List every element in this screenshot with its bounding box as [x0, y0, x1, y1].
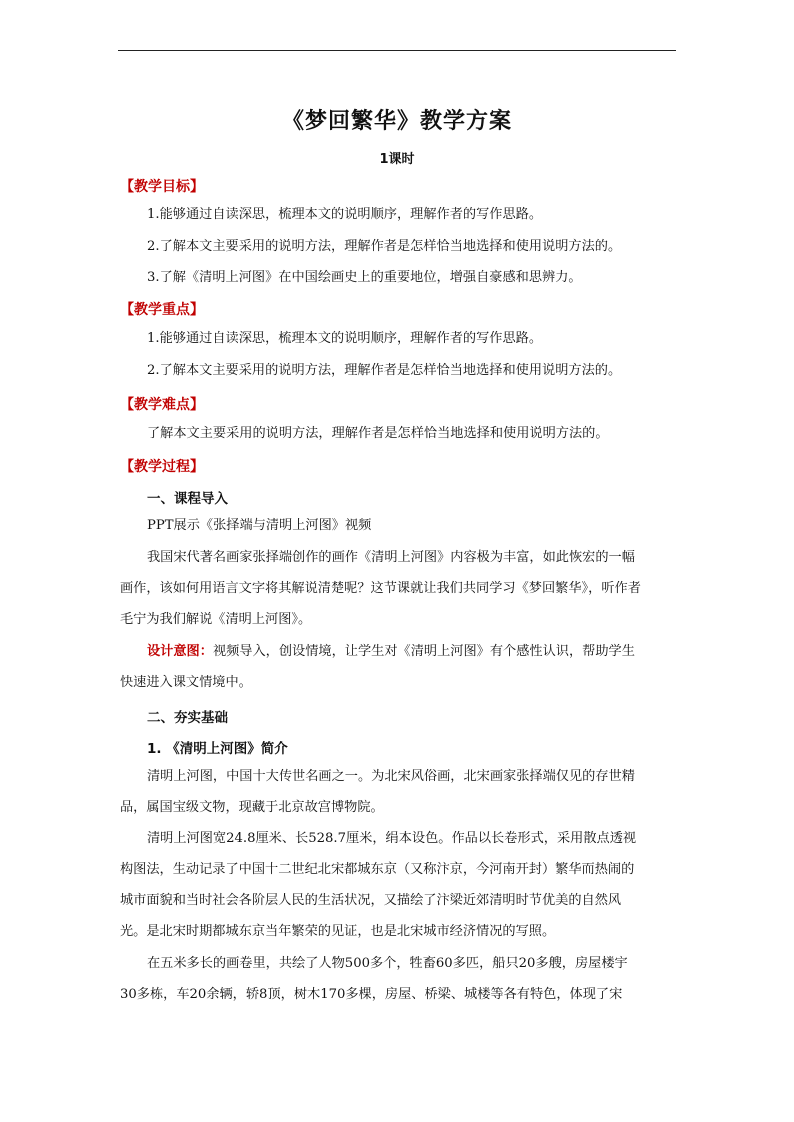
- doc-title: 《梦回繁华》教学方案: [281, 109, 512, 134]
- design-intent-label: 设计意图：: [147, 644, 213, 659]
- design-intent-text: 视频导入，创设情境，让学生对《清明上河图》有个感性认识，帮助学生: [212, 644, 635, 659]
- intro-p1-line-2: 品，属国宝级文物，现藏于北京故宫博物院。: [120, 800, 384, 815]
- ppt-line: PPT展示《张择端与清明上河图》视频: [147, 518, 372, 533]
- key-points-heading: 【教学重点】: [120, 302, 204, 318]
- header-rule: [118, 50, 676, 51]
- intro-p2-line-2: 构图法，生动记录了中国十二世纪北宋都城东京（又称汴京，今河南开封）繁华而热闹的: [120, 862, 635, 877]
- doc-subtitle: 1课时: [379, 152, 415, 167]
- intro-p3-line-2: 30多栋，车20余辆，轿8顶，树木170多棵，房屋、桥梁、城楼等各有特色，体现了宋: [120, 987, 623, 1002]
- section1-title: 一、课程导入: [147, 491, 228, 507]
- difficulty-text: 了解本文主要采用的说明方法，理解作者是怎样恰当地选择和使用说明方法的。: [147, 426, 609, 441]
- design-intent-line-2: 快速进入课文情境中。: [120, 675, 252, 690]
- design-intent-line-1: [147, 642, 677, 662]
- goal-item-1: 1.能够通过自读深思，梳理本文的说明顺序，理解作者的写作思路。: [147, 207, 543, 222]
- goal-item-2: 2.了解本文主要采用的说明方法，理解作者是怎样恰当地选择和使用说明方法的。: [147, 239, 622, 254]
- intro-para-line-1: 我国宋代著名画家张择端创作的画作《清明上河图》内容极为丰富，如此恢宏的一幅: [147, 550, 635, 565]
- intro-p2-line-1: 清明上河图宽24.8厘米、长528.7厘米，绢本设色。作品以长卷形式，采用散点透视: [147, 831, 637, 846]
- intro-para-line-2: 画作，该如何用语言文字将其解说清楚呢？这节课就让我们共同学习《梦回繁华》，听作者: [120, 581, 641, 596]
- intro-p1-line-1: 清明上河图，中国十大传世名画之一。为北宋风俗画，北宋画家张择端仅见的存世精: [147, 769, 635, 784]
- key-point-item-1: 1.能够通过自读深思，梳理本文的说明顺序，理解作者的写作思路。: [147, 331, 543, 346]
- goals-heading: 【教学目标】: [120, 179, 204, 195]
- section2-title: 二、夯实基础: [147, 710, 228, 726]
- intro-p2-line-3: 城市面貌和当时社会各阶层人民的生活状况，又描绘了汴梁近郊清明时节优美的自然风: [120, 893, 622, 908]
- process-heading: 【教学过程】: [120, 459, 204, 475]
- intro-p3-line-1: 在五米多长的画卷里，共绘了人物500多个，牲畜60多匹，船只20多艘，房屋楼宇: [147, 956, 628, 971]
- intro-p2-line-4: 光。是北宋时期都城东京当年繁荣的见证，也是北宋城市经济情况的写照。: [120, 924, 556, 939]
- difficulty-heading: 【教学难点】: [120, 397, 204, 413]
- goal-item-3: 3.了解《清明上河图》在中国绘画史上的重要地位，增强自豪感和思辨力。: [147, 270, 582, 285]
- section2-sub1-title: 1. 《清明上河图》简介: [147, 741, 288, 757]
- intro-para-line-3: 毛宁为我们解说《清明上河图》。: [120, 612, 312, 627]
- key-point-item-2: 2.了解本文主要采用的说明方法，理解作者是怎样恰当地选择和使用说明方法的。: [147, 363, 622, 378]
